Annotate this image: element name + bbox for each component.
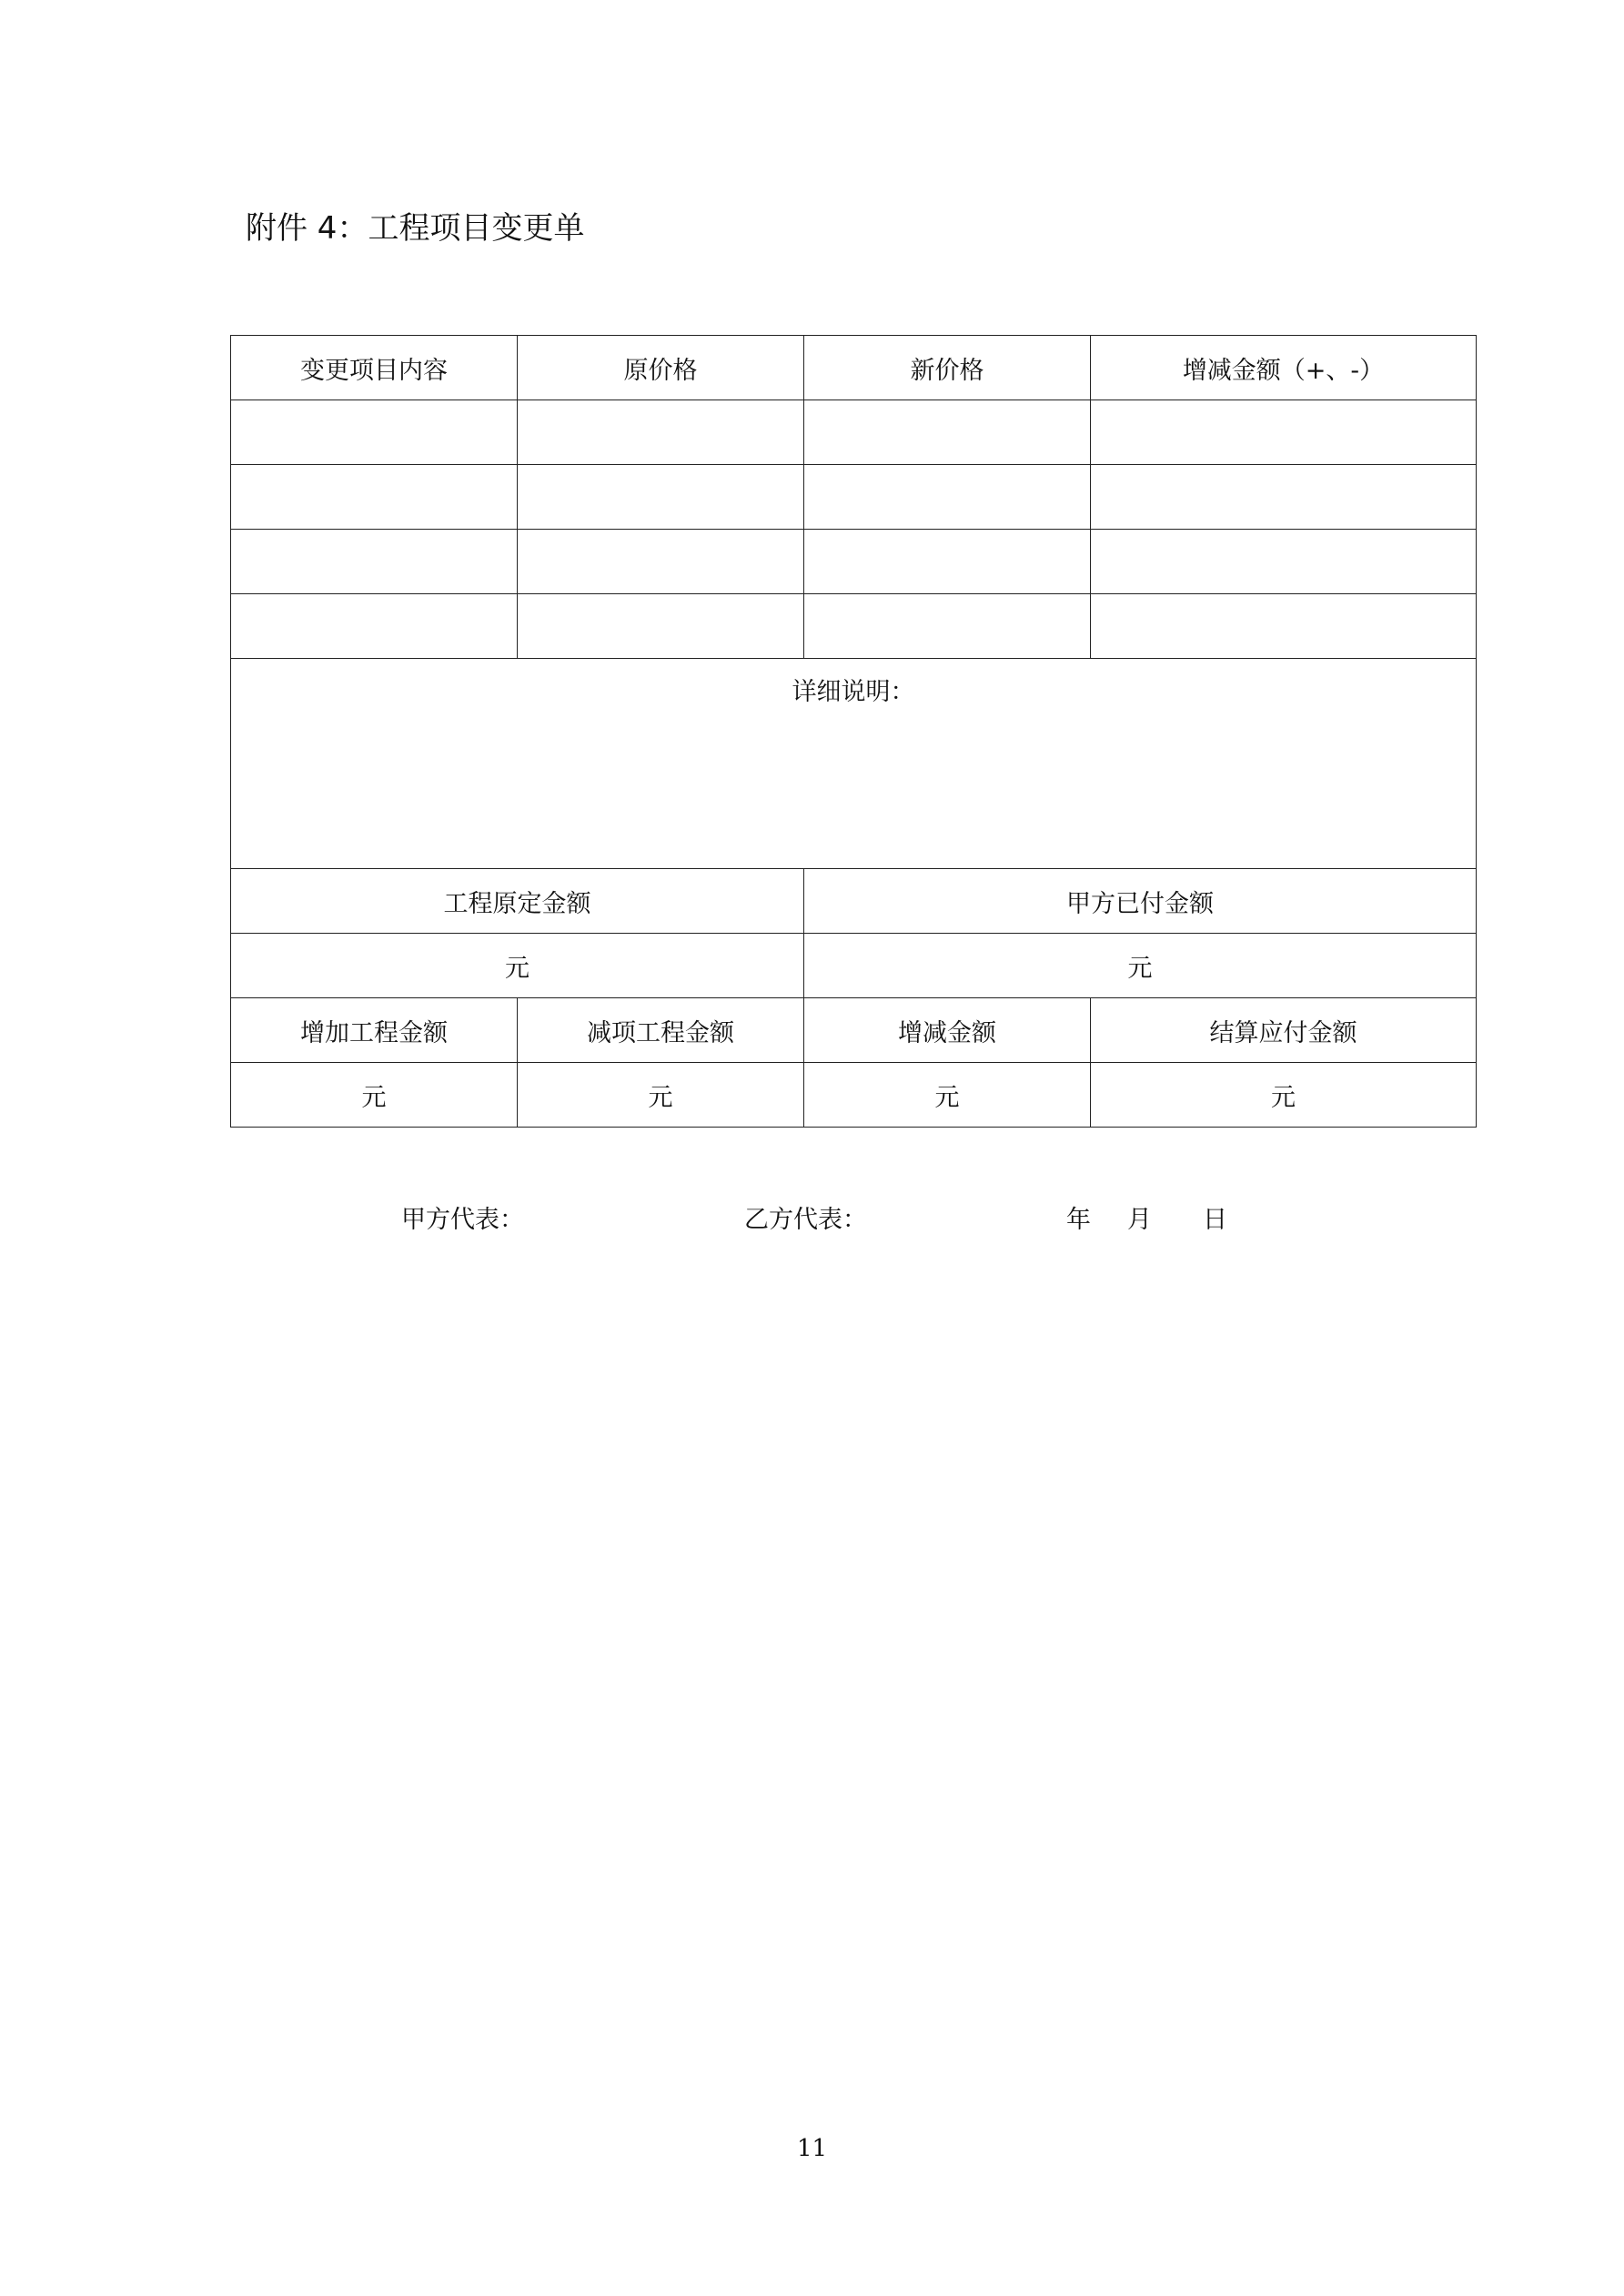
amount-label-row (231, 869, 1477, 934)
table-cell[interactable] (804, 465, 1091, 530)
reduced-amount-value[interactable]: 元 (518, 1063, 804, 1128)
original-amount-label: 工程原定金额 (231, 869, 804, 934)
table-row (231, 465, 1477, 530)
paid-amount-label: 甲方已付金额 (804, 869, 1477, 934)
amount-value-row (231, 934, 1477, 998)
table-cell[interactable] (231, 594, 518, 659)
table-cell[interactable] (1091, 465, 1477, 530)
detail-label: 详细说明： (792, 678, 915, 706)
table-row (231, 594, 1477, 659)
table-cell[interactable] (231, 465, 518, 530)
net-change-value[interactable]: 元 (804, 1063, 1091, 1128)
document-title: 附件 4：工程项目变更单 (246, 210, 585, 247)
page-number: 11 (796, 2135, 828, 2162)
table-row (231, 400, 1477, 465)
table-cell[interactable] (518, 465, 804, 530)
added-amount-label: 增加工程金额 (231, 998, 518, 1063)
date-year: 年 (1066, 1206, 1091, 1234)
party-b-representative: 乙方代表： (744, 1206, 867, 1234)
table-cell[interactable] (1091, 400, 1477, 465)
settlement-amount-label: 结算应付金额 (1091, 998, 1477, 1063)
header-new-price: 新价格 (804, 336, 1091, 400)
table-cell[interactable] (1091, 594, 1477, 659)
reduced-amount-label: 减项工程金额 (518, 998, 804, 1063)
table-cell[interactable] (518, 400, 804, 465)
table-header-row (231, 336, 1477, 400)
signature-line (0, 1199, 1624, 1236)
detail-row (231, 659, 1477, 869)
table-cell[interactable] (518, 530, 804, 594)
table-cell[interactable] (804, 400, 1091, 465)
table-cell[interactable] (231, 530, 518, 594)
original-amount-value[interactable]: 元 (231, 934, 804, 998)
summary-header-row (231, 998, 1477, 1063)
table-cell[interactable] (804, 594, 1091, 659)
detail-description-cell[interactable] (231, 659, 1477, 869)
settlement-amount-value[interactable]: 元 (1091, 1063, 1477, 1128)
change-order-table (230, 335, 1477, 1128)
table-cell[interactable] (804, 530, 1091, 594)
table-cell[interactable] (1091, 530, 1477, 594)
net-change-label: 增减金额 (804, 998, 1091, 1063)
table-cell[interactable] (518, 594, 804, 659)
table-cell[interactable] (231, 400, 518, 465)
header-change-amount: 增减金额（+、-） (1091, 336, 1477, 400)
header-change-content: 变更项目内容 (231, 336, 518, 400)
header-original-price: 原价格 (518, 336, 804, 400)
date-day: 日 (1203, 1206, 1227, 1234)
date-month: 月 (1127, 1206, 1152, 1234)
summary-value-row (231, 1063, 1477, 1128)
paid-amount-value[interactable]: 元 (804, 934, 1477, 998)
table-row (231, 530, 1477, 594)
added-amount-value[interactable]: 元 (231, 1063, 518, 1128)
party-a-representative: 甲方代表： (401, 1206, 524, 1234)
